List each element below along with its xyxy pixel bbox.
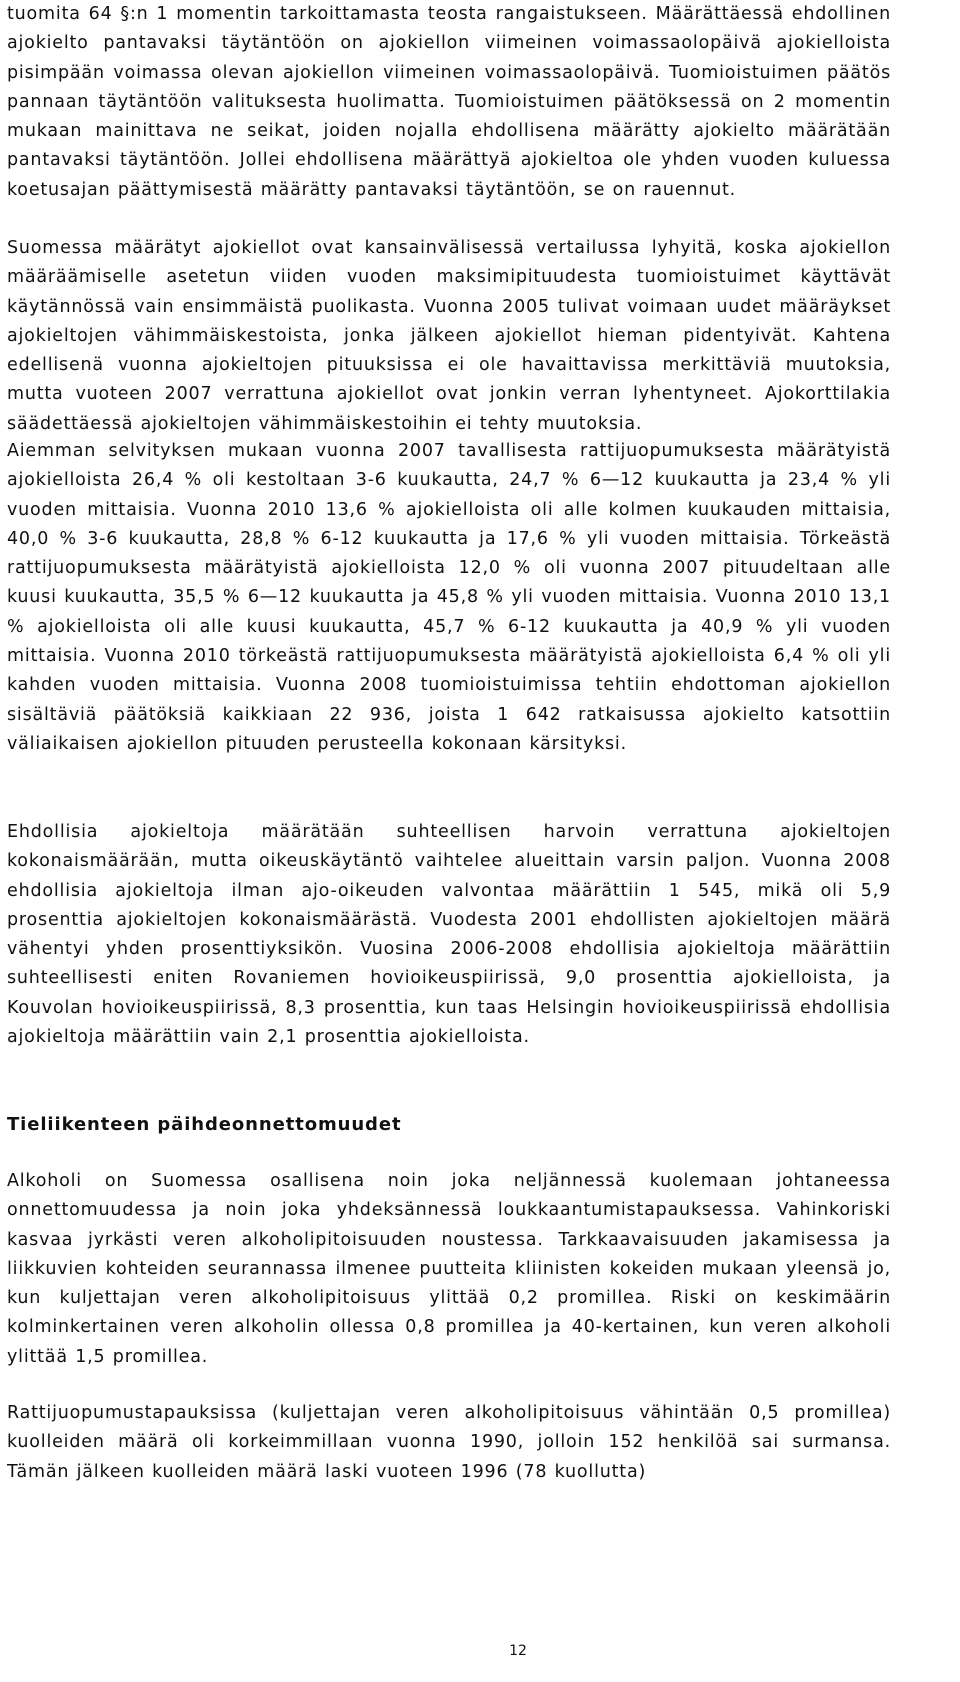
paragraph-ehdolliset-ajokiellot: Ehdollisia ajokieltoja määrätään suhteellisen harvoin verrattuna ajokieltojen kokonaismäärään, mutta oikeuskäytäntö vaihtelee alueittain varsin paljon. Vuonna 2008 ehdollisia ajokieltoja ilman ajo-oikeuden valvontaa määrättiin 1 545, mikä oli 5,9 prosenttia ajokieltojen kokonaismäärästä. Vuodesta 2001 ehdollisten ajokieltojen määrä vähentyi yhden prosenttiyksikön. Vuosina 2006-2008 ehdollisia ajokieltoja määrättiin suhteellisesti eniten Rovaniemen hovioikeuspiirissä, 9,0 prosenttia ajokielloista, ja Kouvolan hovioikeuspiirissä, 8,3 prosenttia, kun taas Helsingin hovioikeuspiirissä ehdollisia ajokieltoja määrättiin vain 2,1 prosenttia ajokielloista. xyxy=(7,822,891,1048)
paragraph-ajokieltojen-kestot: Aiemman selvityksen mukaan vuonna 2007 tavallisesta rattijuopumuksesta määrätyistä ajokielloista 26,4 % oli kestoltaan 3-6 kuukautta, 24,7 % 6—12 kuukautta ja 23,4 % yli vuoden mittaisia. Vuonna 2010 13,6 % ajokielloista oli alle kolmen kuukauden mittaisia, 40,0 % 3-6 kuukautta, 28,8 % 6-12 kuukautta ja 17,6 % yli vuoden mittaisia. Törkeästä rattijuopumuksesta määrätyistä ajokielloista 12,0 % oli vuonna 2007 pituudeltaan alle kuusi kuukautta, 35,5 % 6—12 kuukautta ja 45,8 % yli vuoden mittaisia. Vuonna 2010 13,1 % ajokielloista oli alle kuusi kuukautta, 45,7 % 6-12 kuukautta ja 40,9 % yli vuoden mittaisia. Vuonna 2010 törkeästä rattijuopumuksesta määrätyistä ajokielloista 6,4 % oli yli kahden vuoden mittaisia. Vuonna 2008 tuomioistuimissa tehtiin ehdottoman ajokiellon sisältäviä päätöksiä kaikkiaan 22 936, joista 1 642 ratkaisussa ajokielto katsottiin väliaikaisen ajokiellon pituuden perusteella kokonaan kärsityksi. xyxy=(7,441,891,754)
paragraph-ajokielto-taytantoonpano: tuomita 64 §:n 1 momentin tarkoittamasta teosta rangaistukseen. Määrättäessä ehdollinen ajokielto pantavaksi täytäntöön on ajokiellon viimeinen voimassaolopäivä ajokielloista pisimpään voimassa olevan ajokiellon viimeinen voimassaolopäivä. Tuomioistuimen päätös pannaan täytäntöön valituksesta huolimatta. Tuomioistuimen päätöksessä on 2 momentin mukaan mainittava ne seikat, joiden nojalla ehdollisena määrätty ajokielto määrätään pantavaksi täytäntöön. Jollei ehdollisena määrättyä ajokieltoa ole yhden vuoden kuluessa koetusajan päättymisestä määrätty pantavaksi täytäntöön, se on rauennut. xyxy=(7,4,891,200)
paragraph-rattijuopumustapaukset: Rattijuopumustapauksissa (kuljettajan veren alkoholipitoisuus vähintään 0,5 promillea) kuolleiden määrä oli korkeimmillaan vuonna 1990, jolloin 152 henkilöä sai surmansa. Tämän jälkeen kuolleiden määrä laski vuoteen 1996 (78 kuollutta) xyxy=(7,1403,891,1482)
page-number: 12 xyxy=(509,1643,527,1659)
section-heading: Tieliikenteen päihdeonnettomuudet xyxy=(7,1114,402,1135)
paragraph-alkoholi-onnettomuudet: Alkoholi on Suomessa osallisena noin joka neljännessä kuolemaan johtaneessa onnettomuudessa ja noin joka yhdeksännessä loukkaantumistapauksessa. Vahinkoriski kasvaa jyrkästi veren alkoholipitoisuuden noustessa. Tarkkaavaisuuden jakamisessa ja liikkuvien kohteiden seurannassa ilmenee puutteita kliinisten kokeiden mukaan yleensä jo, kun kuljettajan veren alkoholipitoisuus ylittää 0,2 promillea. Riski on keskimäärin kolminkertainen veren alkoholin ollessa 0,8 promillea ja 40-kertainen, kun veren alkoholi ylittää 1,5 promillea. xyxy=(7,1171,891,1367)
paragraph-ajokieltojen-pituus: Suomessa määrätyt ajokiellot ovat kansainvälisessä vertailussa lyhyitä, koska ajokiellon määräämiselle asetetun viiden vuoden maksimipituudesta tuomioistuimet käyttävät käytännössä vain ensimmäistä puolikasta. Vuonna 2005 tulivat voimaan uudet määräykset ajokieltojen vähimmäiskestoista, jonka jälkeen ajokiellot hieman pidentyivät. Kahtena edellisenä vuonna ajokieltojen pituuksissa ei ole havaittavissa merkittäviä muutoksia, mutta vuoteen 2007 verrattuna ajokiellot ovat jonkin verran lyhentyneet. Ajokorttilakia säädettäessä ajokieltojen vähimmäiskestoihin ei tehty muutoksia. xyxy=(7,238,891,434)
